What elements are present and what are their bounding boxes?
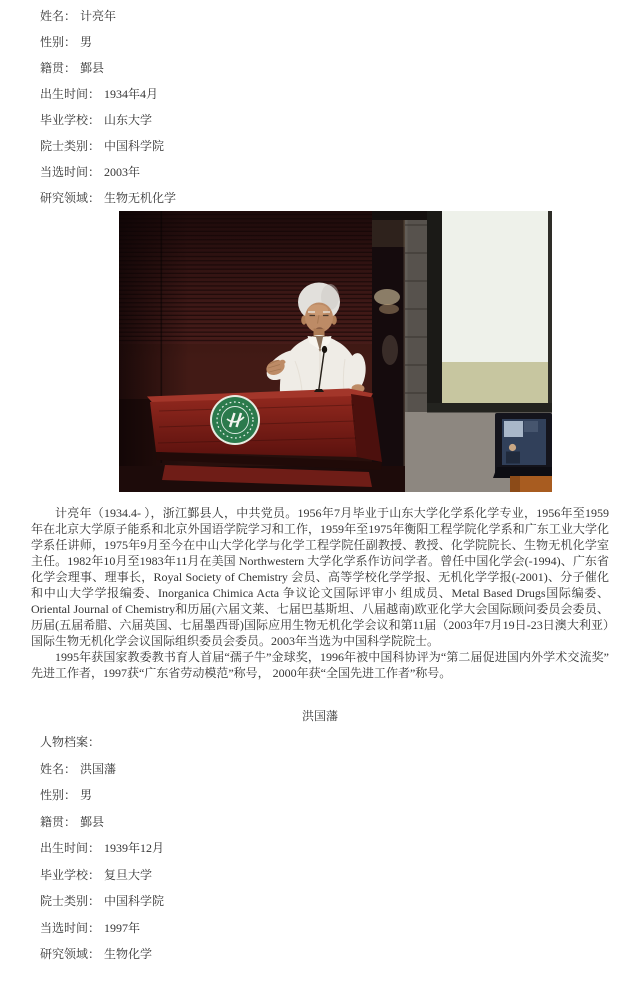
field-label: 院士类别： [40, 894, 101, 908]
hong-field-origin [31, 809, 609, 836]
hong-field-research [31, 941, 609, 968]
field-label: 毕业学校： [40, 113, 101, 127]
hong-field-gender [31, 782, 609, 809]
ji-field-origin [31, 55, 609, 81]
field-label: 研究领域： [40, 191, 101, 205]
field-value: 生物无机化学 [104, 191, 177, 205]
field-value: 生物化学 [104, 947, 153, 961]
field-value: 山东大学 [104, 113, 153, 127]
field-label: 研究领域： [40, 947, 101, 961]
field-value: 计亮年 [80, 9, 117, 23]
profile-ji-fields [31, 3, 609, 211]
field-value: 中国科学院 [104, 894, 165, 908]
field-value: 2003年 [104, 165, 141, 179]
hong-field-election [31, 915, 609, 942]
field-label: 毕业学校： [40, 867, 101, 882]
field-value: 男 [80, 788, 93, 802]
field-label: 籍贯： [40, 61, 77, 75]
hong-field-category [31, 888, 609, 915]
field-value: 鄞县 [80, 61, 105, 75]
field-label: 出生时间： [40, 87, 101, 101]
ji-field-school [31, 107, 609, 133]
field-value: 1934年4月 [104, 87, 159, 101]
field-value: 复旦大学 [104, 867, 153, 882]
ji-field-birth [31, 81, 609, 107]
field-label: 姓名： [40, 9, 77, 23]
hong-field-name [31, 756, 609, 783]
podium-logo [210, 395, 260, 445]
field-value: 洪国藩 [80, 761, 117, 776]
field-label: 籍贯： [40, 814, 77, 829]
bio-paragraph-2: 1995年获国家教委教书育人首届“孺子牛”金球奖，1996年被中国科协评为“第二届促进国内外学术交流奖”先进工作者，1997获“广东省劳动模范”称号， 2000年获“全国先进工作者”称号。 [31, 650, 609, 680]
lecture-photo [119, 211, 552, 492]
hong-field-school [31, 862, 609, 889]
archive-label: 人物档案： [40, 735, 101, 749]
ji-field-gender [31, 29, 609, 55]
field-value: 1997年 [104, 920, 141, 935]
field-value: 鄞县 [80, 814, 105, 829]
field-label: 当选时间： [40, 920, 101, 935]
field-value: 1939年12月 [104, 841, 165, 855]
field-label: 院士类别： [40, 139, 101, 153]
ji-field-election [31, 159, 609, 185]
field-label: 性别： [40, 788, 77, 802]
field-label: 当选时间： [40, 165, 101, 179]
bio-paragraph-1: 计亮年（1934.4- ），浙江鄞县人，中共党员。1956年7月毕业于山东大学化学系化学专业，1956年至1959年在北京大学原子能系和北京外国语学院学习和工作，1959年至1975年衡阳工程学院化学系和广东工业大学化学系任讲师，1975年9月至今在中山大学化学与化学工程学院任副教授、教授、化学院院长、生物无机化学室主任。1982年10月至1983年11月在美国 Northwestern 大学化学系作访问学者。曾任中国化学会(-1994)、广东省化学会理事、理事长，Royal Society of Chemistry 会员、高等学校化学学报、无机化学学报(-2001)、分子催化和中山大学学报编委、Inorganica Chimica Acta 争议论文国际评审小 组成员、Metal Based Drugs国际编委、Oriental Journal of Chemistry和历届(六届文莱、七届巴基斯坦、八届越南)欧亚化学大会国际顾问委员会委员、历届(五届希腊、六届英国、七届墨西哥)国际应用生物无机化学会议和第11届（2003年7月19日-23日澳大利亚）国际生物无机化学会议国际组织委员会委员。2003年当选为中国科学院院士。 [31, 506, 609, 648]
ji-field-research [31, 185, 609, 211]
hong-field-birth [31, 835, 609, 862]
ji-field-category [31, 133, 609, 159]
podium [119, 389, 405, 493]
field-value: 中国科学院 [104, 139, 165, 153]
lecture-photo-illustration [119, 211, 552, 492]
field-value: 男 [80, 35, 93, 49]
field-label: 姓名： [40, 761, 77, 776]
field-label: 性别： [40, 35, 77, 49]
section-heading-hong: 洪国藩 [301, 709, 338, 723]
profile-hong-fields [31, 756, 609, 968]
ji-field-name [31, 3, 609, 29]
field-label: 出生时间： [40, 841, 101, 855]
